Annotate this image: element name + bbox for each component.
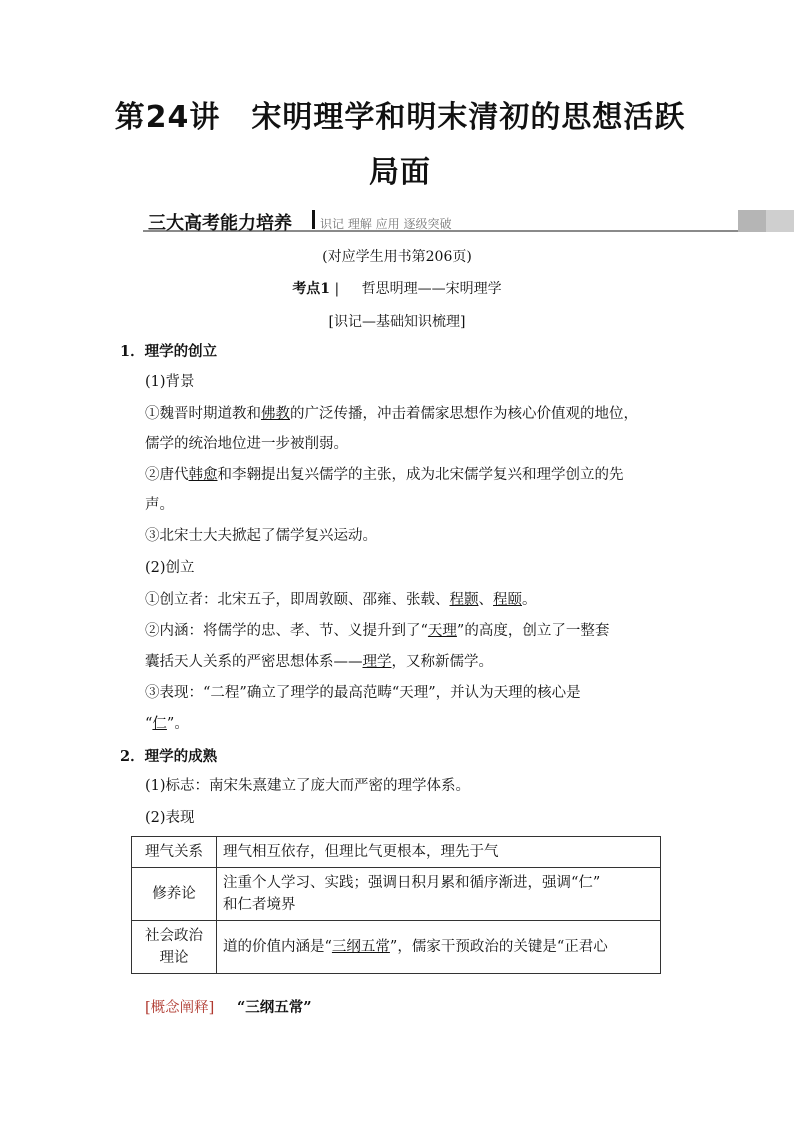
creation-item-2-cont	[145, 652, 493, 672]
underlined-term: 程颢	[449, 592, 479, 608]
underlined-term: 理学	[362, 654, 392, 670]
cell-line: 社会政治	[145, 928, 203, 944]
cell-line: 注重个人学习、实践；强调日积月累和循序渐进，强调“仁”	[223, 875, 601, 891]
bg-item-3: ③北宋士大夫掀起了儒学复兴运动。	[145, 528, 377, 544]
bg-item-2	[145, 465, 624, 485]
underlined-term: 天理	[427, 623, 457, 639]
text-span: 和李翱提出复兴儒学的主张，成为北宋儒学复兴和理学创立的先	[217, 467, 624, 483]
creation-item-3-cont	[145, 714, 189, 734]
underlined-term: 佛教	[261, 406, 290, 422]
section2-heading: 2．理学的成熟	[120, 748, 218, 765]
underlined-term: 程颐	[493, 592, 522, 608]
bg-label: (1)背景	[145, 374, 195, 390]
table-key-cell: 修养论	[132, 868, 217, 921]
bg-item-1-cont: 儒学的统治地位进一步被削弱。	[145, 436, 348, 452]
cell-line: 理论	[159, 950, 189, 966]
table-value-cell	[217, 921, 661, 974]
book-reference: (对应学生用书第206页)	[322, 249, 472, 265]
section-tag: [识记—基础知识梳理]	[328, 314, 466, 330]
text-span: 、	[478, 592, 493, 608]
banner-divider	[312, 210, 315, 229]
banner-block-dark	[738, 210, 766, 232]
table-key-cell	[132, 921, 217, 974]
text-span: “	[145, 716, 153, 732]
creation-label: (2)创立	[145, 560, 195, 576]
maturity-table	[131, 836, 661, 974]
maturity-show-label: (2)表现	[145, 810, 195, 826]
concept-tag: [概念阐释]	[145, 1000, 215, 1016]
cell-line: 和仁者境界	[223, 897, 296, 913]
text-span: 道的价值内涵是“	[223, 939, 332, 955]
concept-term: “三纲五常”	[236, 999, 312, 1016]
kaodian-header	[100, 278, 694, 298]
table-key-cell: 理气关系	[132, 837, 217, 868]
text-span: ，又称新儒学。	[391, 654, 493, 670]
creation-item-1	[145, 590, 537, 610]
banner-block-light	[766, 210, 794, 232]
underlined-term: 三纲五常	[331, 939, 390, 955]
text-span: ②唐代	[145, 467, 189, 483]
kaodian-title: 哲思明理——宋明理学	[361, 281, 502, 297]
text-span: ”。	[166, 716, 189, 732]
page-title-cont: 局面	[369, 155, 431, 190]
creation-item-2	[145, 621, 609, 641]
underlined-term: 仁	[152, 716, 167, 732]
underlined-term: 韩愈	[188, 467, 218, 483]
maturity-mark: (1)标志：南宋朱熹建立了庞大而严密的理学体系。	[145, 778, 471, 794]
text-span: ①魏晋时期道教和	[145, 406, 261, 422]
text-span: 囊括天人关系的严密思想体系——	[145, 654, 363, 670]
concept-line	[145, 998, 312, 1018]
text-span: 。	[522, 592, 537, 608]
kaodian-label: 考点1	[292, 281, 331, 297]
bg-item-1	[145, 404, 638, 424]
table-value-cell	[217, 868, 661, 921]
table-value-cell: 理气相互依存，但理比气更根本，理先于气	[217, 837, 661, 868]
creation-item-3: ③表现：“二程”确立了理学的最高范畴“天理”，并认为天理的核心是	[145, 685, 581, 701]
table-row	[132, 837, 661, 868]
text-span: ①创立者：北宋五子，即周敦颐、邵雍、张载、	[145, 592, 450, 608]
bg-item-2-cont: 声。	[145, 497, 174, 513]
page-title: 第24讲 宋明理学和明末清初的思想活跃	[114, 100, 686, 135]
banner-subtitle: 识记 理解 应用 逐级突破	[320, 217, 452, 231]
text-span: 的广泛传播，冲击着儒家思想作为核心价值观的地位，	[290, 406, 638, 422]
text-span: ”的高度，创立了一整套	[456, 623, 610, 639]
table-row	[132, 921, 661, 974]
table-row	[132, 868, 661, 921]
text-span: ②内涵：将儒学的忠、孝、节、义提升到了“	[145, 623, 428, 639]
banner-title: 三大高考能力培养	[148, 213, 292, 234]
text-span: ”，儒家干预政治的关键是“正君心	[389, 939, 608, 955]
kaodian-bar: |	[334, 281, 340, 297]
section1-heading: 1．理学的创立	[120, 343, 218, 360]
